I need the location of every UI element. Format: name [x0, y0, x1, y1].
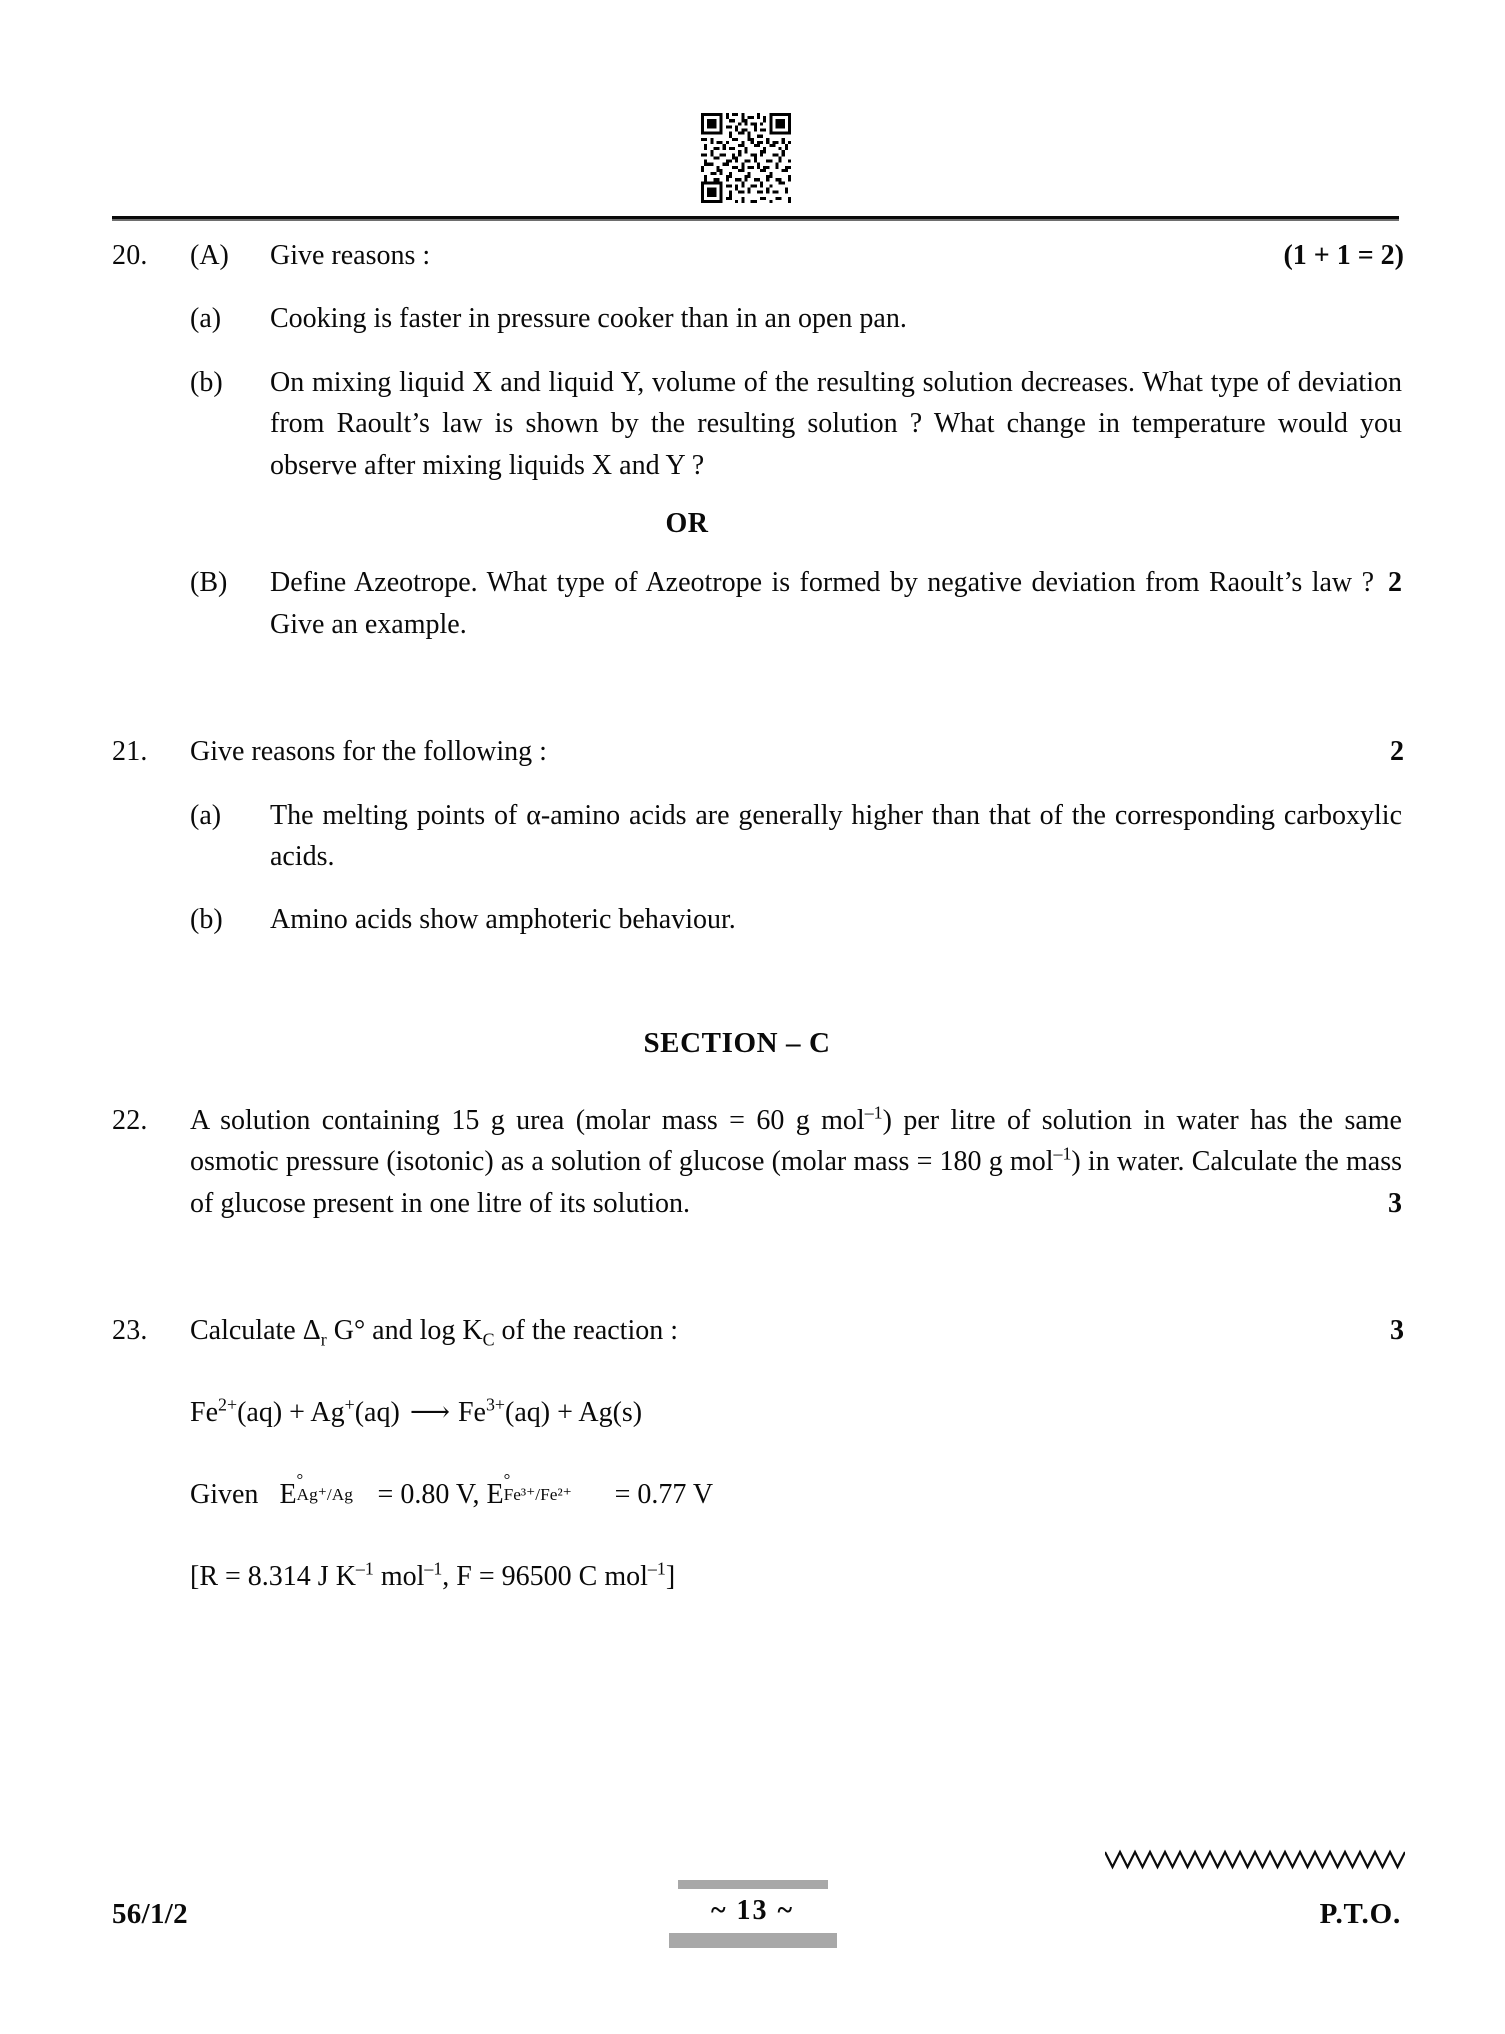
q22-superscript-1: –1 [864, 1102, 883, 1123]
question-23-constants [112, 1556, 1402, 1598]
part-text [270, 795, 1402, 878]
delta-symbol: Δ [302, 1315, 321, 1347]
e-symbol: E [486, 1478, 504, 1510]
question-list [112, 235, 1402, 1598]
q22-superscript-2: –1 [1053, 1143, 1072, 1164]
question-22-text [190, 1100, 1402, 1224]
q23-stem-b: G° and log K [326, 1315, 483, 1347]
question-20 [112, 235, 1402, 276]
question-23-stem [190, 1310, 1402, 1351]
eq-ag-charge: + [344, 1394, 355, 1415]
const-mol-exponent: –1 [424, 1558, 443, 1579]
page-bar-bottom [669, 1933, 837, 1948]
eq-plus-1: + [282, 1396, 311, 1428]
eq-fe2-charge: 2+ [218, 1394, 238, 1415]
e-subscript: Fe³⁺/Fe²⁺ [503, 1484, 572, 1504]
question-20-stem: Give reasons : [270, 240, 431, 271]
e-subscript: Ag⁺/Ag [296, 1484, 353, 1504]
part-tag: (b) [190, 366, 223, 398]
question-20-part-b [112, 362, 1402, 486]
e-degree: ° [503, 1469, 511, 1489]
question-21-marks: 2 [1390, 736, 1404, 768]
alpha-symbol: α [526, 799, 541, 831]
const-open: [R = 8.314 J K [190, 1560, 356, 1592]
eq-fe3: Fe [457, 1396, 486, 1428]
question-21-number: 21. [112, 736, 148, 768]
question-22-marks: 3 [1388, 1187, 1402, 1219]
eq-fe3-charge: 3+ [485, 1394, 506, 1415]
const-mol2-exponent: –1 [647, 1558, 666, 1579]
given-label: Given [190, 1478, 259, 1510]
question-20-alt-marks: 2 [1388, 567, 1402, 599]
e2-value: = 0.77 V [607, 1478, 714, 1510]
q22-text-c: ) in water. Calculate the mass of glucose present in one litre of its solution. [190, 1146, 1402, 1219]
page-number-block [643, 1880, 863, 1948]
question-23-given [112, 1469, 1402, 1516]
turn-over-label: P.T.O. [1319, 1898, 1401, 1930]
part-text-before-alpha: The melting points of [270, 799, 527, 831]
q22-text-a: A solution containing 15 g urea (molar mass = 60 g mol [190, 1104, 865, 1136]
kc-subscript: C [482, 1329, 495, 1350]
standard-potential-ag [279, 1469, 353, 1516]
page-bar-top [678, 1880, 828, 1889]
zigzag-decoration-icon [1105, 1848, 1405, 1872]
alternative-text [270, 562, 1402, 645]
e1-value: = 0.80 V, [370, 1478, 480, 1510]
q22-text-b: ) per litre of solution in water has the same osmotic pressure (isotonic) as a solution of glucose (molar mass = 180 g mol [190, 1104, 1402, 1178]
eq-fe2: Fe [190, 1396, 218, 1428]
alternative-option-label: (B) [190, 567, 228, 599]
qr-code-icon [700, 113, 792, 203]
question-20-alternative [112, 562, 1402, 645]
e-symbol: E [279, 1478, 297, 1510]
page-footer [0, 1880, 1505, 2000]
question-22-number: 22. [112, 1104, 148, 1136]
part-tag: (a) [190, 799, 222, 831]
question-20-marks: (1 + 1 = 2) [1283, 240, 1404, 271]
eq-fe2-state: (aq) [237, 1396, 283, 1428]
reaction-arrow-icon: ⟶ [409, 1396, 448, 1428]
eq-fe3-state: (aq) [505, 1396, 551, 1428]
question-21-part-a [112, 795, 1402, 878]
const-mid: mol [373, 1560, 425, 1592]
question-21-part-b [112, 899, 1402, 940]
alternative-body: Define Azeotrope. What type of Azeotrope is formed by negative deviation from Raoult’s law ? Give an example. [270, 567, 1374, 640]
part-tag: (b) [190, 904, 223, 936]
standard-potential-fe [486, 1469, 572, 1516]
delta-subscript: r [320, 1329, 327, 1350]
question-23-marks: 3 [1390, 1315, 1404, 1347]
eq-plus-2: + [550, 1396, 579, 1428]
const-close: ] [665, 1560, 676, 1592]
q23-stem-c: of the reaction : [494, 1315, 679, 1347]
question-21-stem: Give reasons for the following : [190, 736, 547, 768]
or-divider: OR [665, 508, 709, 540]
const-comma: , F = 96500 C mol [442, 1560, 648, 1592]
question-23 [112, 1310, 1402, 1351]
question-21 [112, 731, 1402, 772]
question-20-option-label: (A) [190, 240, 229, 271]
part-text: Cooking is faster in pressure cooker than in an open pan. [270, 303, 907, 335]
q23-stem-a: Calculate [190, 1315, 303, 1347]
question-20-part-a [112, 298, 1402, 339]
question-23-number: 23. [112, 1315, 148, 1347]
section-c-heading: SECTION – C [643, 1026, 831, 1059]
e-degree: ° [296, 1469, 304, 1489]
header-divider [112, 216, 1399, 221]
eq-ag-solid: Ag(s) [578, 1396, 643, 1428]
paper-code: 56/1/2 [112, 1898, 188, 1930]
question-20-number: 20. [112, 240, 148, 271]
question-22 [112, 1100, 1402, 1224]
eq-ag-state: (aq) [354, 1396, 400, 1428]
part-text: Amino acids show amphoteric behaviour. [270, 904, 736, 936]
question-23-equation [112, 1392, 1402, 1434]
part-text-after-alpha: -amino acids are generally higher than that of the corresponding carboxylic acids. [270, 799, 1403, 872]
eq-ag: Ag [310, 1396, 345, 1428]
const-k-exponent: –1 [355, 1558, 374, 1579]
part-tag: (a) [190, 303, 222, 335]
page-number: ~ 13 ~ [710, 1895, 795, 1926]
part-text: On mixing liquid X and liquid Y, volume of the resulting solution decreases. What type of deviation from Raoult’s law is shown by the resulting solution ? What change in temperature would you observe after mixing liquids X and Y ? [270, 366, 1402, 481]
